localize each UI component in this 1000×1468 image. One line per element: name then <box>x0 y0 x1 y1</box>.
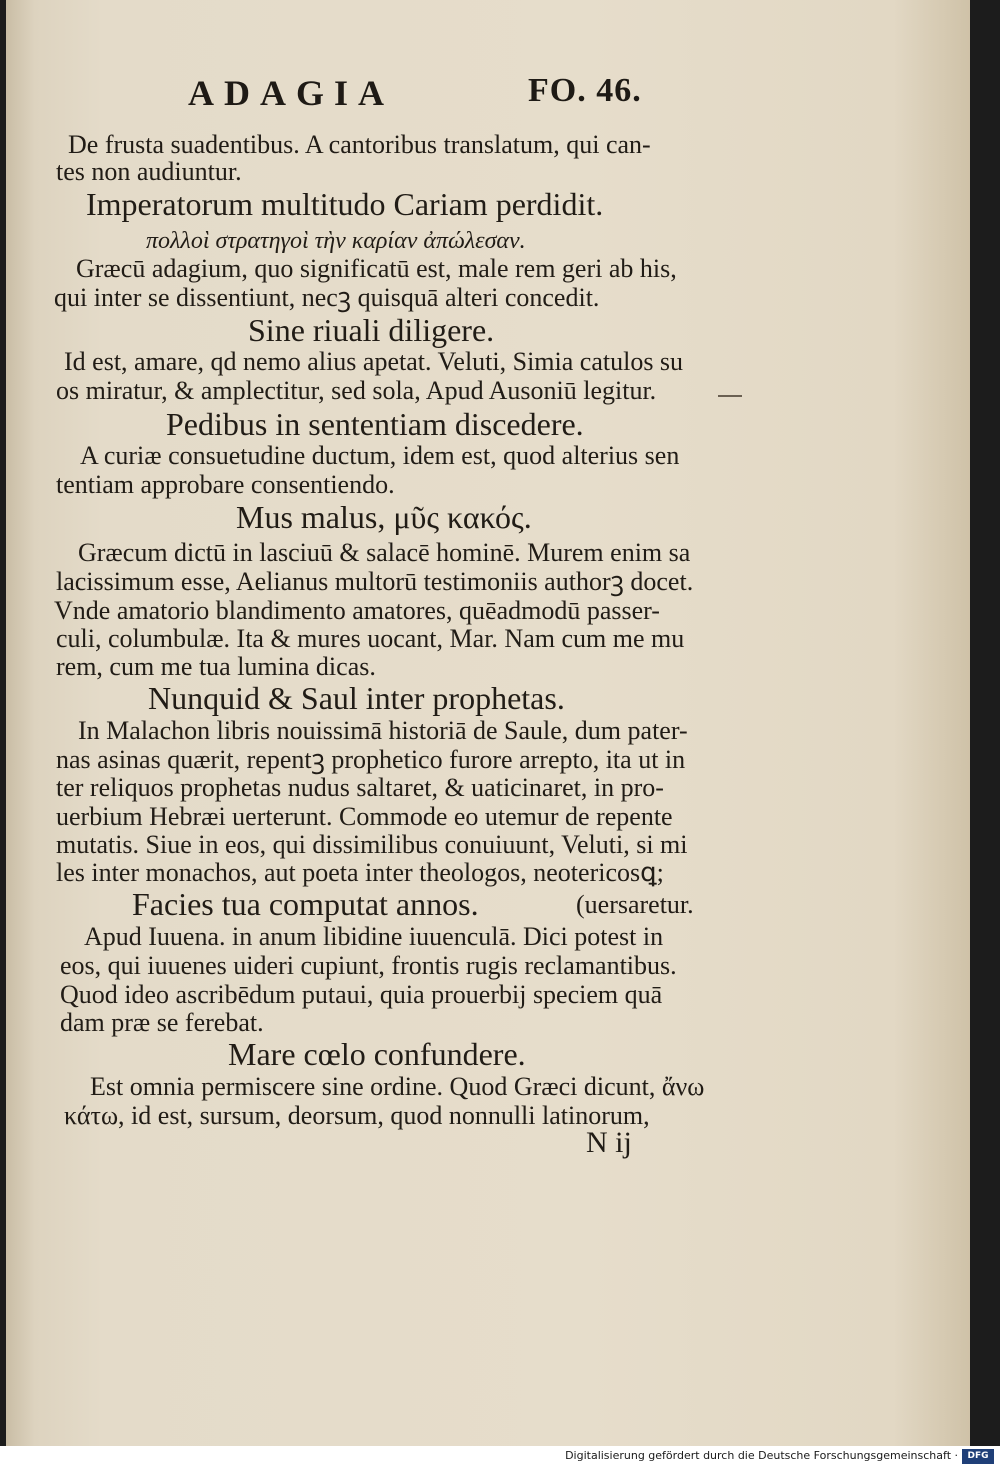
margin-mark <box>718 395 742 397</box>
text-line: ter reliquos prophetas nudus saltaret, & uaticinaret, in pro- <box>56 773 664 802</box>
text-line: rem, cum me tua lumina dicas. <box>56 652 376 681</box>
text-line: Est omnia permiscere sine ordine. Quod Græci dicunt, ἄνω <box>90 1072 705 1101</box>
folio-number: FO. 46. <box>528 72 642 109</box>
adage-title: Pedibus in sententiam discedere. <box>166 406 584 442</box>
text-line: tes non audiuntur. <box>56 157 242 186</box>
greek-line: πολλοὶ στρατηγοὶ τὴν καρίαν ἀπώλεσαν. <box>146 228 526 254</box>
text-line: Græcum dictū in lasciuū & salacē hominē. Murem enim sa <box>78 538 691 567</box>
adage-title: Nunquid & Saul inter prophetas. <box>148 680 565 716</box>
text-line: lacissimum esse, Aelianus multorū testimoniis authorꝫ docet. <box>56 567 694 596</box>
text-line: qui inter se dissentiunt, necꝫ quisquā alteri concedit. <box>54 283 600 312</box>
text-line: eos, qui iuuenes uideri cupiunt, frontis rugis reclamantibus. <box>60 951 677 980</box>
text-line: nas asinas quærit, repentꝫ prophetico furore arrepto, ita ut in <box>56 745 686 774</box>
footer-bar <box>0 1446 1000 1468</box>
running-title: ADAGIA <box>188 73 395 113</box>
text-line: Apud Iuuena. in anum libidine iuuenculā. Dici potest in <box>84 922 664 951</box>
dfg-logo-icon: DFG <box>962 1449 994 1464</box>
text-line: culi, columbulæ. Ita & mures uocant, Mar. Nam cum me mu <box>56 624 685 653</box>
text-line: De frusta suadentibus. A cantoribus translatum, qui can- <box>68 130 651 159</box>
text-line: (uersaretur. <box>576 890 694 919</box>
text-line: mutatis. Siue in eos, qui dissimilibus conuiuunt, Veluti, si mi <box>56 830 688 859</box>
text-line: tentiam approbare consentiendo. <box>56 470 395 499</box>
book-page <box>6 0 970 1446</box>
text-line: κάτω, id est, sursum, deorsum, quod nonnulli latinorum, <box>64 1101 650 1130</box>
text-line: Græcū adagium, quo significatū est, male rem geri ab his, <box>76 254 677 283</box>
text-line: les inter monachos, aut poeta inter theologos, neotericosꝗ; <box>56 858 664 887</box>
adage-title: Sine riuali diligere. <box>248 312 495 348</box>
adage-title: Mare cœlo confundere. <box>228 1036 526 1072</box>
text-line: os miratur, & amplectitur, sed sola, Apud Ausoniū legitur. <box>56 376 657 405</box>
signature-mark: N ij <box>586 1126 632 1159</box>
text-line: dam præ se ferebat. <box>60 1008 264 1037</box>
adage-title: Imperatorum multitudo Cariam perdidit. <box>86 186 604 222</box>
text-line: Vnde amatorio blandimento amatores, quēadmodū passer- <box>54 596 660 625</box>
text-line: A curiæ consuetudine ductum, idem est, quod alterius sen <box>80 441 680 470</box>
text-line: Quod ideo ascribēdum putaui, quia prouerbij speciem quā <box>60 980 663 1009</box>
funding-credit: Digitalisierung gefördert durch die Deutsche Forschungsgemeinschaft · <box>565 1449 958 1462</box>
adage-title: Facies tua computat annos. <box>132 886 479 922</box>
text-line: uerbium Hebræi uerterunt. Commode eo utemur de repente <box>56 802 673 831</box>
text-line: In Malachon libris nouissimā historiā de Saule, dum pater- <box>78 716 688 745</box>
adage-title: Mus malus, μῦς κακός. <box>236 499 532 535</box>
text-line: Id est, amare, qd nemo alius apetat. Veluti, Simia catulos su <box>64 347 684 376</box>
